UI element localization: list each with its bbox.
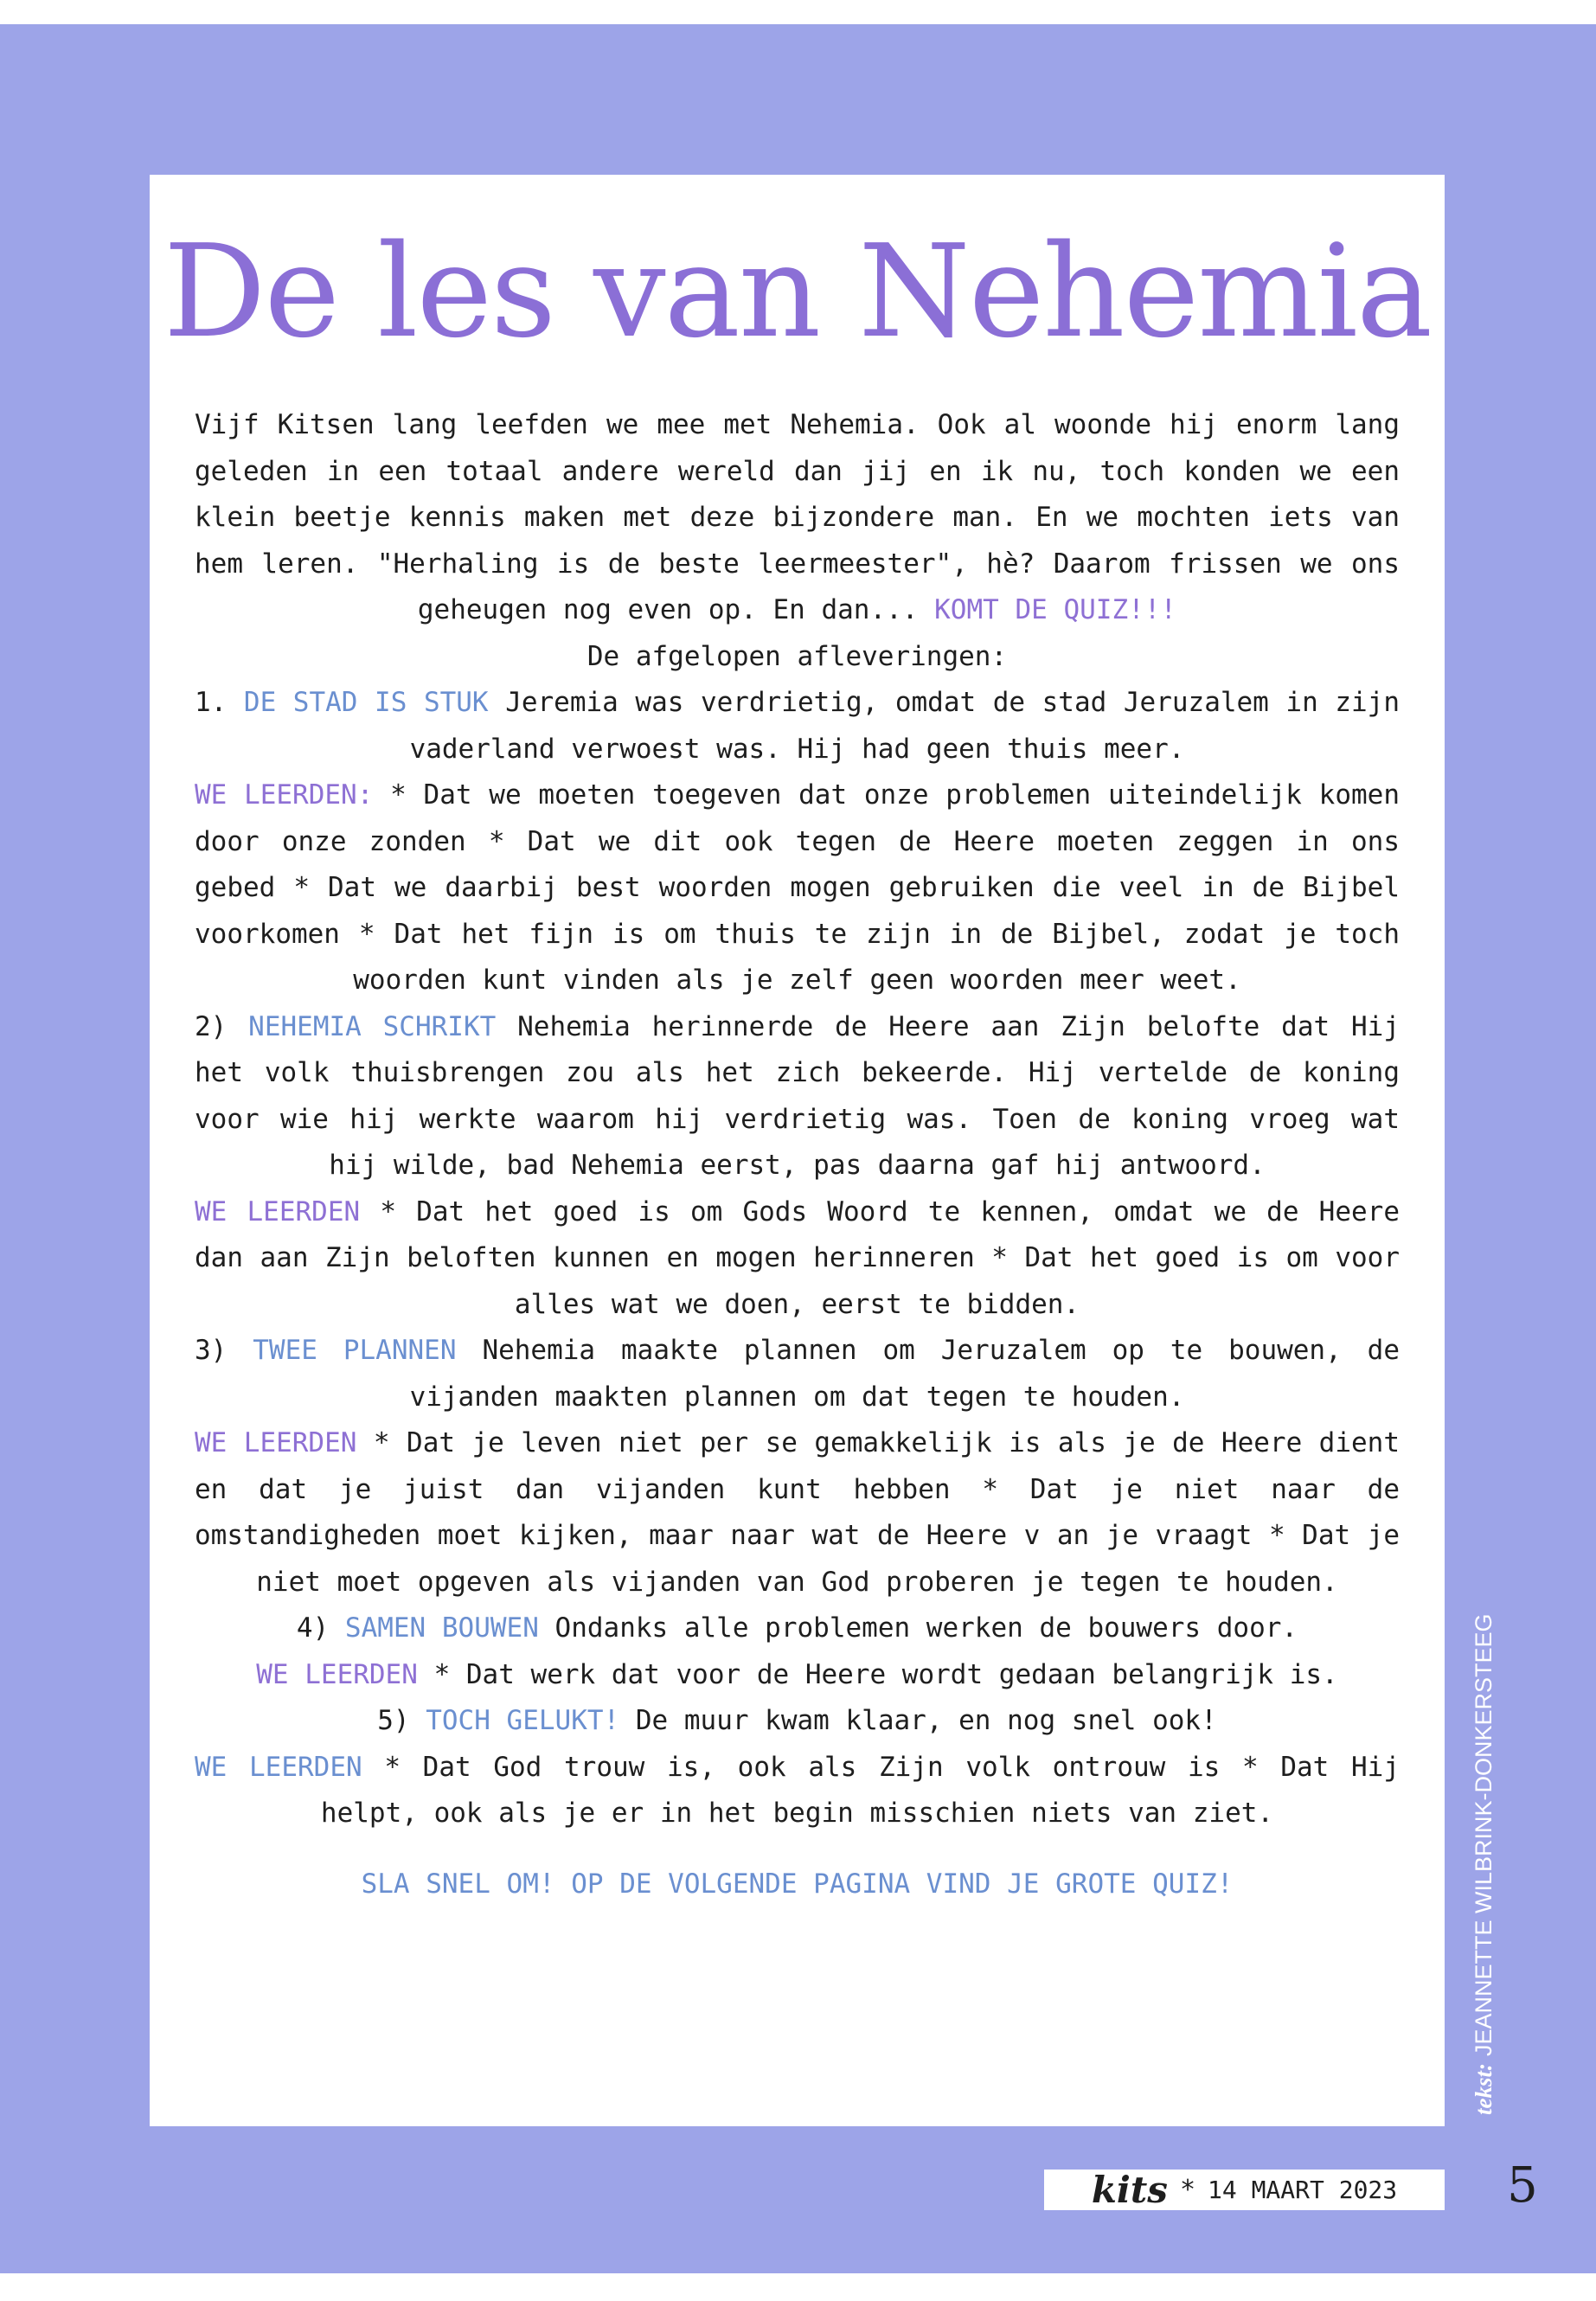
- episode-2-learned-label: WE LEERDEN: [195, 1195, 361, 1227]
- article-title: De les van Nehemia: [163, 217, 1432, 366]
- episode-3-title: TWEE PLANNEN: [253, 1335, 457, 1366]
- credit-label: tekst:: [1471, 2063, 1497, 2115]
- episode-2-title: NEHEMIA SCHRIKT: [248, 1010, 497, 1042]
- episode-2-summary-text: Nehemia herinnerde de Heere aan Zijn belofte dat Hij het volk thuisbrengen zou als het zich bekeerde. Hij vertelde de koning voor wie hij werkte waarom hij verdrietig was. Toen de koning vroeg wat hij wilde, bad Nehemia eerst, pas daarna gaf hij antwoord.: [195, 1010, 1400, 1181]
- episode-3-summary: [195, 1328, 1400, 1420]
- episode-2-learned: [195, 1189, 1400, 1329]
- author-credit: [1471, 1613, 1497, 2115]
- episode-2-summary: [195, 1004, 1400, 1189]
- article-card: [150, 175, 1445, 2126]
- intro-cta: KOMT DE QUIZ!!!: [934, 594, 1177, 625]
- episode-3-learned: [195, 1420, 1400, 1606]
- episode-5-title: TOCH GELUKT!: [426, 1705, 620, 1736]
- episode-2-learned-text: * Dat het goed is om Gods Woord te kennen, omdat we de Heere dan aan Zijn beloften kunnen en mogen herinneren * Dat het goed is om voor alles wat we doen, eerst te bidden.: [195, 1195, 1401, 1320]
- episode-5-summary: [195, 1698, 1400, 1745]
- issue-date: 14 MAART 2023: [1208, 2176, 1398, 2204]
- episode-3-learned-label: WE LEERDEN: [195, 1427, 357, 1458]
- magazine-footer: [1044, 2170, 1445, 2210]
- spacer: [195, 1837, 1400, 1862]
- episode-2-number: 2): [195, 1010, 228, 1042]
- intro-paragraph: [195, 402, 1400, 634]
- outro-cta: SLA SNEL OM! OP DE VOLGENDE PAGINA VIND JE GROTE QUIZ!: [361, 1868, 1234, 1900]
- episode-4-learned-label: WE LEERDEN: [256, 1658, 418, 1690]
- episode-1-learned-text: * Dat we moeten toegeven dat onze problemen uiteindelijk komen door onze zonden * Dat we dit ook tegen de Heere moeten zeggen in ons gebed * Dat we daarbij best woorden mogen gebruiken die veel in de Bijbel voorkomen * Dat het fijn is om thuis te zijn in de Bijbel, zodat je toch woorden kunt vinden als je zelf geen woorden meer weet.: [195, 779, 1400, 996]
- episode-1-number: 1.: [195, 687, 228, 718]
- episode-4-learned-text: * Dat werk dat voor de Heere wordt gedaan belangrijk is.: [433, 1658, 1338, 1690]
- episode-4-summary: [195, 1606, 1400, 1652]
- episode-3-learned-text: * Dat je leven niet per se gemakkelijk is als je de Heere dient en dat je juist dan vijanden kunt hebben * Dat je niet naar de omstandigheden moet kijken, maar naar wat de Heere v an je vraagt * Dat je niet moet opgeven als vijanden van God proberen je tegen te houden.: [195, 1427, 1401, 1598]
- episode-4-number: 4): [296, 1612, 330, 1644]
- episode-1-learned-label: WE LEERDEN:: [195, 779, 374, 811]
- credit-name: JEANNETTE WILBRINK-DONKERSTEEG: [1471, 1613, 1497, 2056]
- episode-1-learned: [195, 772, 1400, 1004]
- episode-4-learned: [195, 1652, 1400, 1699]
- episodes-heading: De afgelopen afleveringen:: [586, 640, 1008, 672]
- episode-5-number: 5): [377, 1705, 410, 1736]
- article-body: [195, 402, 1400, 1907]
- episode-1-summary-text: Jeremia was verdrietig, omdat de stad Jeruzalem in zijn vaderland verwoest was. Hij had geen thuis meer.: [409, 687, 1400, 765]
- star-separator: *: [1179, 2175, 1195, 2205]
- page-number: 5: [1507, 2157, 1538, 2214]
- episode-4-summary-text: Ondanks alle problemen werken de bouwers door.: [554, 1612, 1298, 1644]
- episode-1-title: DE STAD IS STUK: [243, 687, 489, 718]
- episode-5-summary-text: De muur kwam klaar, en nog snel ook!: [635, 1705, 1217, 1736]
- episode-4-title: SAMEN BOUWEN: [344, 1612, 539, 1644]
- episode-1-summary: [195, 680, 1400, 772]
- episode-3-number: 3): [195, 1335, 228, 1366]
- episode-5-learned: [195, 1745, 1400, 1837]
- episode-5-learned-text: * Dat God trouw is, ook als Zijn volk ontrouw is * Dat Hij helpt, ook als je er in het begin misschien niets van ziet.: [320, 1751, 1400, 1829]
- brand-logo: kits: [1091, 2169, 1168, 2211]
- intro-text: Vijf Kitsen lang leefden we mee met Nehemia. Ook al woonde hij enorm lang geleden in een totaal andere wereld dan jij en ik nu, toch konden we een klein beetje kennis maken met deze bijzondere man. En we mochten iets van hem leren. "Herhaling is de beste leermeester", hè? Daarom frissen we ons geheugen nog even op. En dan...: [195, 409, 1400, 625]
- episode-5-learned-label: WE LEERDEN: [195, 1751, 362, 1783]
- episode-3-summary-text: Nehemia maakte plannen om Jeruzalem op te bouwen, de vijanden maakten plannen om dat tegen te houden.: [409, 1335, 1401, 1413]
